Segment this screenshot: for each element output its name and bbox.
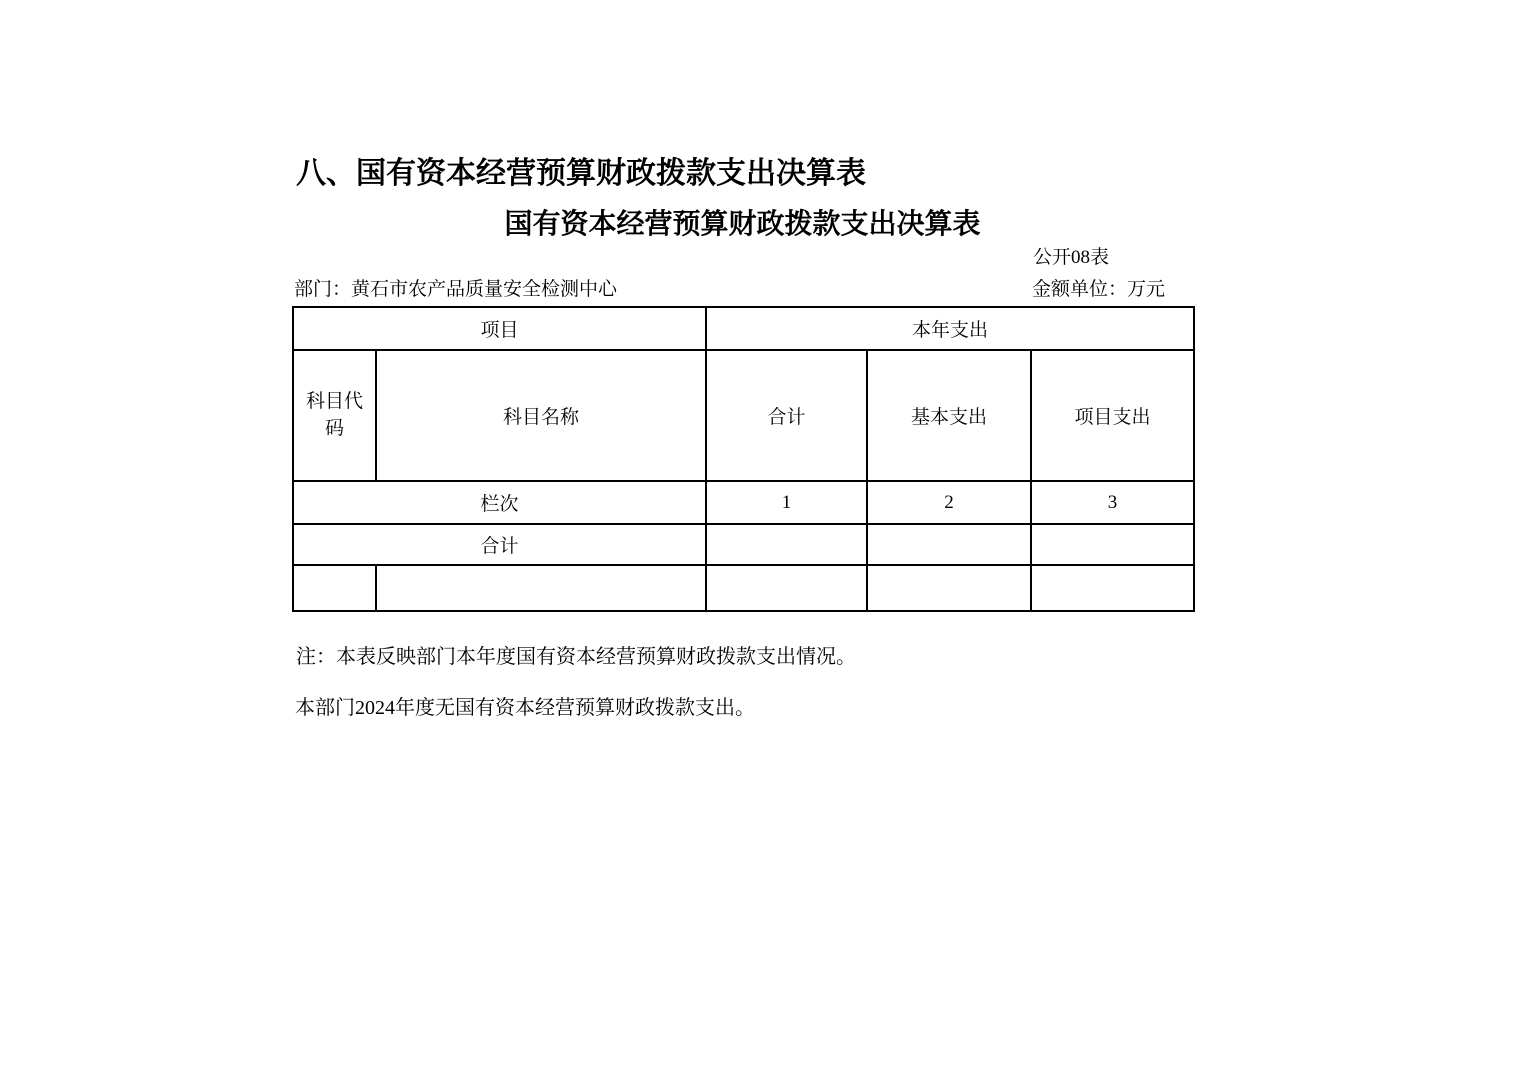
column-index-2: 2 — [867, 481, 1031, 524]
column-index-1: 1 — [706, 481, 867, 524]
header-cell-subject-name: 科目名称 — [376, 350, 706, 481]
form-number-label: 公开08表 — [1033, 247, 1110, 268]
header-cell-item-group: 项目 — [293, 307, 706, 350]
budget-table — [292, 306, 1195, 612]
total-row-project-value — [1031, 524, 1194, 565]
no-expenditure-note: 本部门2024年度无国有资本经营预算财政拨款支出。 — [295, 697, 755, 719]
table-header-row-groups — [293, 307, 1194, 350]
empty-row-code-cell — [293, 565, 376, 611]
header-cell-current-year-expenditure: 本年支出 — [706, 307, 1194, 350]
table-note: 注：本表反映部门本年度国有资本经营预算财政拨款支出情况。 — [296, 646, 856, 668]
total-row-basic-value — [867, 524, 1031, 565]
table-title: 国有资本经营预算财政拨款支出决算表 — [504, 208, 981, 239]
amount-unit-label: 金额单位：万元 — [1032, 279, 1166, 300]
total-row — [293, 524, 1194, 565]
header-cell-basic-expenditure: 基本支出 — [867, 350, 1031, 481]
header-cell-project-expenditure: 项目支出 — [1031, 350, 1194, 481]
empty-data-row — [293, 565, 1194, 611]
total-row-label: 合计 — [293, 524, 706, 565]
column-index-row — [293, 481, 1194, 524]
column-index-label: 栏次 — [293, 481, 706, 524]
header-cell-total: 合计 — [706, 350, 867, 481]
total-row-total-value — [706, 524, 867, 565]
header-cell-subject-code: 科目代码 — [293, 350, 376, 481]
empty-row-project-cell — [1031, 565, 1194, 611]
column-index-3: 3 — [1031, 481, 1194, 524]
empty-row-total-cell — [706, 565, 867, 611]
department-label: 部门：黄石市农产品质量安全检测中心 — [294, 279, 618, 300]
empty-row-name-cell — [376, 565, 706, 611]
table-header-row-columns — [293, 350, 1194, 481]
section-heading: 八、国有资本经营预算财政拨款支出决算表 — [296, 157, 866, 190]
empty-row-basic-cell — [867, 565, 1031, 611]
